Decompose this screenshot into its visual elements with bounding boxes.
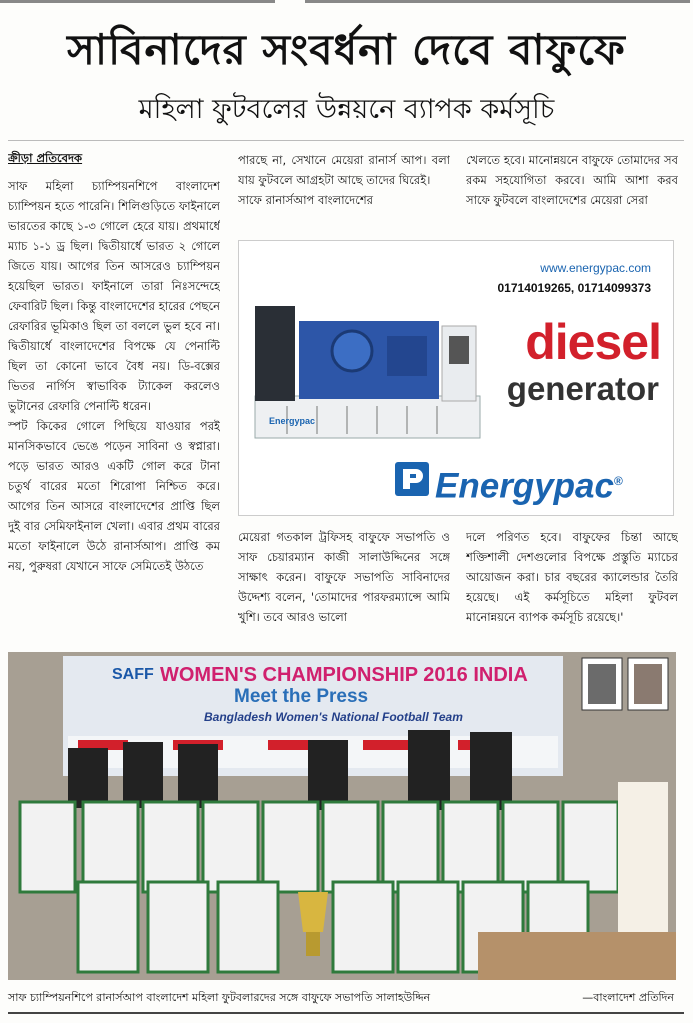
divider <box>8 140 684 141</box>
ad-brand-name: Energypac <box>435 466 614 506</box>
banner-title: WOMEN'S CHAMPIONSHIP 2016 INDIA <box>160 664 528 686</box>
banner-saff: SAFF <box>112 666 154 683</box>
article-column-2-bottom <box>238 527 450 643</box>
article-column-3-bottom <box>466 527 678 643</box>
advertisement[interactable] <box>238 240 674 516</box>
caption-text: সাফ চ্যাম্পিয়নশিপে রানার্সআপ বাংলাদেশ মহিলা ফুটবলারদের সঙ্গে বাফুফে সভাপতি সালাহউদ্দিন <box>8 991 431 1004</box>
paragraph: সাফে রানার্সআপ বাংলাদেশের <box>238 193 373 207</box>
ad-brand <box>435 461 623 507</box>
paragraph: স্পট কিকের গোলে পিছিয়ে যাওয়ার পরই মানসিকভাবে ভেঙে পড়েন সাবিনা ও স্বপ্নারা। পড়ে ভারত আরও একটি গোল করে টানা চতুর্থ বারের মতো শিরোপা নিশ্চিত করে। আগের তিন আসরে বাংলাদেশের প্রাপ্তি ছিল দুই বার সেমিফাইনাল খেলা। এবার প্রথম বারের মতো ফাইনালে উঠে রানার্সআপ। প্রাপ্তি কম নয়, পুরুষরা যেখানে সাফে সেমিতেই উঠতে <box>8 419 220 573</box>
ad-url[interactable]: www.energypac.com <box>540 261 651 275</box>
generator-image <box>247 296 497 446</box>
energypac-logo-icon <box>394 461 430 497</box>
top-rule-right <box>305 0 690 3</box>
paragraph: মেয়েরা গতকাল ট্রফিসহ বাফুফে সভাপতি ও সাফ চেয়ারম্যান কাজী সালাউদ্দিনের সঙ্গে সাক্ষাৎ করেন। বাফুফে সভাপতি সাবিনাদের উদ্দেশ্য বলেন, 'তোমাদের পারফরম্যান্সে আমি খুশি। তবে আরও ভালো <box>238 530 450 624</box>
bottom-rule <box>8 1012 684 1014</box>
byline: ক্রীড়া প্রতিবেদক <box>8 151 83 165</box>
subheadline: মহিলা ফুটবলের উন্নয়নে ব্যাপক কর্মসূচি <box>138 94 555 125</box>
paragraph: খেলতে হবে। মানোন্নয়নে বাফুফে তোমাদের সব রকম সহযোগিতা করবে। আমি আশা করব সাফে ফুটবলে বাংলাদেশের মেয়েরা সেরা <box>466 153 678 207</box>
top-rule-left <box>0 0 275 3</box>
paragraph: দলে পরিণত হবে। বাফুফের চিন্তা আছে শক্তিশালী দেশগুলোর বিপক্ষে প্রস্তুতি ম্যাচের আয়োজন করা। চার বছরের ক্যালেন্ডার তৈরি হয়েছে। এই কর্মসূচিতে মহিলা ফুটবল মানোন্নয়নে ব্যাপক কর্মসূচি রয়েছে।' <box>466 530 678 624</box>
team-photo <box>8 652 676 980</box>
photo-credit: —বাংলাদেশ প্রতিদিন <box>582 991 674 1004</box>
registered-mark: ® <box>613 474 623 488</box>
ad-generator-text: generator <box>506 370 659 407</box>
ad-phone: 01714019265, 01714099373 <box>497 281 651 295</box>
banner-team: Bangladesh Women's National Football Team <box>204 710 463 724</box>
headline: সাবিনাদের সংবর্ধনা দেবে বাফুফে <box>67 25 626 74</box>
banner-subtitle: Meet the Press <box>234 686 369 707</box>
paragraph: পারছে না, সেখানে মেয়েরা রানার্স আপ। বলা যায় ফুটবলে আগ্রহটা আছে তাদের ঘিরেই। <box>238 153 450 187</box>
generator-brand-label: Energypac <box>269 416 316 426</box>
article-column-3-top <box>466 150 678 232</box>
photo-caption <box>8 988 680 1008</box>
article-column-1 <box>8 148 220 643</box>
paragraph: সাফ মহিলা চ্যাম্পিয়নশিপে বাংলাদেশ চ্যাম্পিয়ন হতে পারেনি। শিলিগুড়িতে ফাইনালে ভারতের কাছে ১-৩ গোলে হেরে যায়। প্রথমার্ধে ম্যাচ ১-১ ড্র ছিল। দ্বিতীয়ার্ধে ভারত ২ গোলে জিতে যায়। আগের তিন আসরেও চ্যাম্পিয়ন হয়েছিল ভারত। ফাইনালে তারা নিঃসন্দেহে ফেবারিট ছিল। কিন্তু বাংলাদেশের হারের পেছনে রেফারির ভূমিকাও ছিল তা বললে ভুল হবে না। দ্বিতীয়ার্ধে বাংলাদেশের বিপক্ষে যে পেনাল্টি ছিল তা কোনো ভাবে বৈধ নয়। ডি-বক্সের ভিতর নার্গিস স্বাভাবিক ট্যাকেল করলেও ভুটানের রেফারি পেনাল্টি ধরেন। <box>8 179 220 413</box>
ad-diesel-text: diesel <box>525 314 661 370</box>
article-column-2-top <box>238 150 450 232</box>
